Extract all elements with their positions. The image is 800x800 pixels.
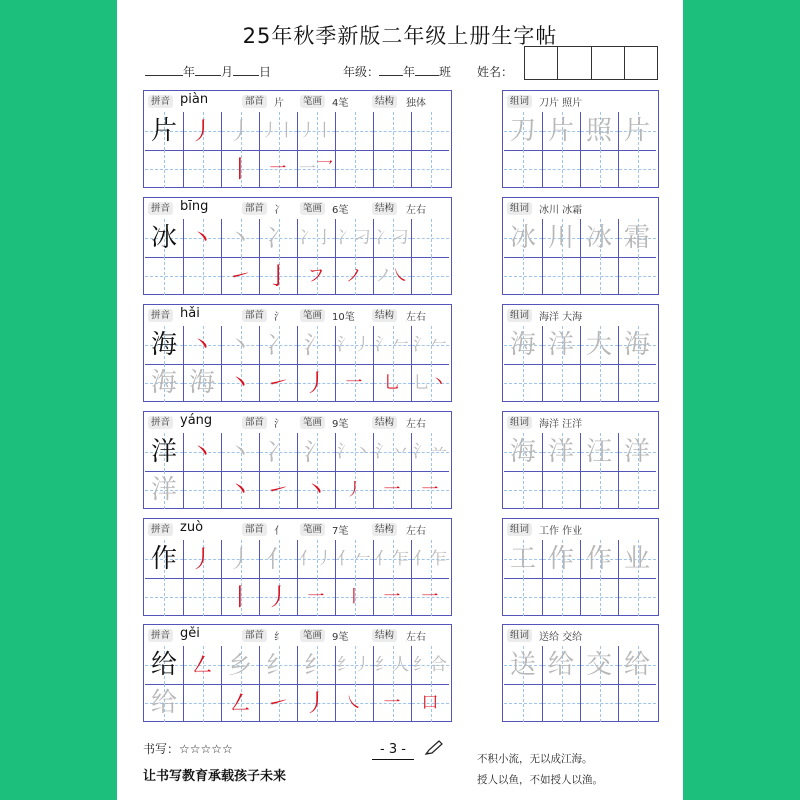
stroke-new: ㇏	[392, 266, 409, 286]
stroke-new: ㇜	[190, 651, 214, 679]
words-tag: 组词	[507, 202, 532, 215]
stroke-new: ㇀	[266, 689, 290, 717]
word-card-header	[503, 412, 658, 432]
word-trace-character: 海	[623, 330, 650, 360]
stroke-step	[411, 540, 449, 607]
word-card-header	[503, 305, 658, 325]
stroke-step	[373, 646, 411, 713]
word-card	[502, 304, 659, 402]
stroke-step	[183, 219, 221, 257]
word-trace-character: 交	[585, 650, 612, 680]
words-tag: 组词	[507, 309, 532, 322]
grid-cell[interactable]	[542, 471, 580, 509]
stroke-new: 丨	[228, 155, 252, 183]
words-tag: 组词	[507, 523, 532, 536]
word-card-header	[503, 198, 658, 218]
stroke-prev: 亻乍	[413, 549, 447, 569]
word-trace-character: 冰	[509, 223, 536, 253]
stroke-prev: 氵丶	[337, 442, 371, 462]
grid-cell[interactable]	[183, 150, 221, 188]
stroke-new: 丿	[190, 545, 214, 573]
strokes-tag: 笔画	[300, 523, 325, 536]
stroke-step	[411, 433, 449, 500]
slogan: 让书写教育承载孩子未来	[143, 769, 287, 784]
stroke-prev: 氵𠂉乚	[413, 335, 447, 393]
stroke-prev: 纟	[266, 651, 290, 679]
word-trace-character: 给	[547, 650, 574, 680]
radical-value: 片	[274, 98, 284, 109]
stroke-new: 丨	[228, 583, 252, 611]
words-value: 海洋 汪洋	[539, 419, 583, 430]
strokes-value: 9笔	[332, 632, 349, 643]
grade-label: 年级：	[343, 65, 380, 79]
grid-cell[interactable]	[183, 471, 221, 509]
grid-cell[interactable]	[618, 684, 656, 722]
stroke-new: 丶	[190, 438, 214, 466]
date-year-label: 年	[183, 65, 196, 79]
radical-tag: 部首	[242, 523, 267, 536]
proverb-2: 授人以鱼，不如授人以渔。	[477, 774, 603, 786]
word-trace-character: 海	[509, 330, 536, 360]
stroke-new: 丨	[345, 587, 363, 607]
card-header	[144, 198, 451, 218]
grid-cell[interactable]	[504, 471, 542, 509]
main-character: 洋	[150, 437, 177, 467]
stroke-new: 丶	[190, 331, 214, 359]
date-day-label: 日	[259, 65, 272, 79]
stroke-prev: 丶	[228, 331, 252, 359]
strokes-tag: 笔画	[300, 202, 325, 215]
stroke-new: 口	[421, 693, 439, 713]
stroke-step	[221, 646, 259, 717]
radical-tag: 部首	[242, 416, 267, 429]
pinyin-value: hǎi	[180, 306, 200, 321]
stroke-prev: 丶	[228, 438, 252, 466]
stroke-step	[221, 112, 259, 183]
stroke-step	[297, 540, 335, 607]
grid-cell[interactable]	[542, 684, 580, 722]
grade-line	[343, 63, 451, 80]
radical-value: 亻	[274, 526, 284, 537]
word-trace-character: 海	[509, 437, 536, 467]
words-tag: 组词	[507, 95, 532, 108]
grid-cell[interactable]	[504, 257, 542, 295]
stroke-prev: 氵	[304, 331, 328, 359]
word-card	[502, 197, 659, 295]
pinyin-tag: 拼音	[148, 629, 173, 642]
word-card	[502, 518, 659, 616]
stroke-prev: 冫	[266, 331, 290, 359]
stroke-prev: 冫	[266, 438, 290, 466]
stroke-new: 一	[383, 480, 401, 500]
grid-cell[interactable]	[580, 364, 618, 402]
stroke-step	[221, 219, 259, 290]
stroke-new: 一	[383, 693, 401, 713]
stroke-new: 乛	[316, 159, 333, 179]
stroke-new: フ	[307, 266, 325, 286]
stroke-prev: 丿	[228, 117, 252, 145]
structure-tag: 结构	[372, 416, 397, 429]
pinyin-tag: 拼音	[148, 95, 173, 108]
stroke-step	[221, 540, 259, 611]
word-trace-character: 洋	[547, 330, 574, 360]
card-header	[144, 91, 451, 111]
grid-cell[interactable]	[542, 578, 580, 616]
character-card	[143, 197, 452, 295]
grid-cell[interactable]	[542, 150, 580, 188]
grid-cell[interactable]	[542, 257, 580, 295]
practice-sheet	[117, 0, 683, 800]
structure-value: 左右	[406, 419, 426, 430]
strokes-tag: 笔画	[300, 629, 325, 642]
stroke-step	[183, 646, 221, 684]
strokes-value: 4笔	[332, 98, 349, 109]
stroke-new: 丿	[304, 369, 328, 397]
stroke-new: 丶	[430, 373, 447, 393]
pinyin-tag: 拼音	[148, 202, 173, 215]
main-character: 作	[150, 544, 177, 574]
stroke-prev: 丿丨一	[299, 121, 333, 179]
class-blank	[415, 64, 439, 76]
structure-tag: 结构	[372, 629, 397, 642]
class-label: 班	[439, 65, 452, 79]
stroke-step	[373, 219, 411, 286]
grid-cell[interactable]	[411, 112, 449, 150]
word-trace-character: 霜	[623, 223, 650, 253]
strokes-value: 6笔	[332, 205, 349, 216]
stroke-step	[259, 112, 297, 179]
stroke-new: ㇀	[266, 369, 290, 397]
word-trace-character: 送	[509, 650, 536, 680]
stroke-prev: 冫	[266, 224, 290, 252]
stroke-new: ㇜	[228, 689, 252, 717]
grid-cell[interactable]	[504, 578, 542, 616]
structure-value: 左右	[406, 205, 426, 216]
grid-cell[interactable]	[335, 112, 373, 150]
trace-character: 给	[150, 688, 177, 718]
grid-cell[interactable]	[373, 150, 411, 188]
main-character: 冰	[150, 223, 177, 253]
radical-tag: 部首	[242, 202, 267, 215]
card-header	[144, 305, 451, 325]
grid-cell[interactable]	[580, 578, 618, 616]
grid-cell[interactable]	[145, 257, 183, 295]
radical-tag: 部首	[242, 95, 267, 108]
stroke-prev: 纟人	[375, 655, 409, 675]
card-header	[144, 412, 451, 432]
strokes-tag: 笔画	[300, 95, 325, 108]
stroke-new: 一	[421, 480, 439, 500]
stroke-step	[221, 433, 259, 504]
stroke-new: 一	[383, 587, 401, 607]
stroke-prev: 丶	[228, 224, 252, 252]
year-blank	[145, 64, 183, 76]
grid-cell[interactable]	[411, 150, 449, 188]
stroke-new: 一	[345, 373, 363, 393]
words-tag: 组词	[507, 416, 532, 429]
stroke-step	[373, 326, 411, 393]
stroke-step	[297, 646, 335, 717]
stroke-prev: 氵丷	[375, 442, 409, 462]
stroke-new: ㇀	[228, 262, 252, 290]
word-card	[502, 624, 659, 722]
word-trace-character: 川	[547, 223, 574, 253]
radical-value: 氵	[274, 419, 284, 430]
structure-value: 独体	[406, 98, 426, 109]
stroke-new: 乚	[383, 373, 401, 393]
structure-tag: 结构	[372, 202, 397, 215]
stroke-step	[335, 646, 373, 713]
strokes-value: 7笔	[332, 526, 349, 537]
word-trace-character: 作	[547, 544, 574, 574]
pinyin-tag: 拼音	[148, 416, 173, 429]
trace-character: 洋	[150, 475, 177, 505]
stroke-step	[373, 540, 411, 607]
stroke-new: ㇀	[266, 476, 290, 504]
pinyin-value: gěi	[180, 626, 200, 641]
writing-rating: 书写：☆☆☆☆☆	[143, 742, 233, 756]
grid-cell[interactable]	[542, 364, 580, 402]
stroke-step	[335, 433, 373, 500]
word-trace-character: 汪	[585, 437, 612, 467]
strokes-value: 9笔	[332, 419, 349, 430]
stroke-new: ㇏	[345, 693, 363, 713]
words-value: 送给 交给	[539, 632, 583, 643]
word-trace-character: 工	[509, 544, 536, 574]
stroke-step	[335, 326, 373, 393]
word-trace-character: 照	[585, 116, 612, 146]
stroke-step	[411, 326, 449, 393]
stroke-prev: 亻丿	[299, 549, 333, 569]
grid-cell[interactable]	[183, 257, 221, 295]
structure-tag: 结构	[372, 95, 397, 108]
grid-cell[interactable]	[411, 219, 449, 257]
stroke-step	[297, 112, 335, 179]
card-header	[144, 519, 451, 539]
grid-cell[interactable]	[580, 150, 618, 188]
stroke-prev: 氵𠂉	[375, 335, 409, 355]
stroke-new: 丶	[228, 369, 252, 397]
word-card-header	[503, 625, 658, 645]
grid-cell[interactable]	[411, 257, 449, 295]
stroke-new: 丶	[228, 476, 252, 504]
word-trace-character: 冰	[585, 223, 612, 253]
month-blank	[195, 64, 221, 76]
strokes-tag: 笔画	[300, 309, 325, 322]
stroke-new: 丿	[345, 480, 363, 500]
card-header	[144, 625, 451, 645]
radical-tag: 部首	[242, 309, 267, 322]
grid-cell[interactable]	[183, 684, 221, 722]
grid-cell[interactable]	[504, 684, 542, 722]
grid-cell[interactable]	[618, 364, 656, 402]
grid-cell[interactable]	[145, 150, 183, 188]
structure-value: 左右	[406, 312, 426, 323]
word-trace-character: 作	[585, 544, 612, 574]
grid-cell[interactable]	[618, 471, 656, 509]
date-line	[145, 63, 271, 80]
grid-cell[interactable]	[580, 684, 618, 722]
grade-year-label: 年	[403, 65, 416, 79]
grid-cell[interactable]	[373, 112, 411, 150]
structure-tag: 结构	[372, 309, 397, 322]
word-card	[502, 411, 659, 509]
word-trace-character: 给	[623, 650, 650, 680]
stroke-prev: 冫亅	[299, 228, 333, 248]
stroke-prev: 丿	[228, 545, 252, 573]
stroke-step	[335, 219, 373, 286]
stroke-prev: 冫刁ノ	[375, 228, 409, 286]
stroke-step	[297, 219, 335, 286]
stroke-step	[183, 540, 221, 578]
stroke-new: 一	[269, 159, 287, 179]
pinyin-value: zuò	[180, 520, 204, 535]
pinyin-value: piàn	[180, 92, 209, 107]
stroke-prev: 亻	[266, 545, 290, 573]
structure-value: 左右	[406, 632, 426, 643]
stroke-new: 丿	[190, 117, 214, 145]
stroke-step	[259, 646, 297, 717]
trace-character: 海	[188, 368, 215, 398]
stroke-step	[259, 326, 297, 397]
words-value: 刀片 照片	[539, 98, 583, 109]
stroke-step	[373, 433, 411, 500]
word-card-header	[503, 519, 658, 539]
name-label: 姓名：	[477, 65, 514, 79]
stroke-prev: 乡	[228, 651, 252, 679]
stroke-step	[183, 433, 221, 471]
stroke-new: 丶	[304, 476, 328, 504]
stroke-prev: 亻乍	[375, 549, 409, 569]
radical-value: 氵	[274, 312, 284, 323]
date-month-label: 月	[221, 65, 234, 79]
word-trace-character: 片	[623, 116, 650, 146]
stroke-prev: 纟	[304, 651, 328, 679]
stroke-step	[297, 433, 335, 504]
pinyin-value: yáng	[180, 413, 213, 428]
grid-cell[interactable]	[580, 257, 618, 295]
stroke-new: ノ	[345, 266, 363, 286]
stroke-prev: 冫刁	[337, 228, 371, 248]
words-tag: 组词	[507, 629, 532, 642]
stroke-prev: 氵丿	[337, 335, 371, 355]
strokes-value: 10笔	[332, 312, 355, 323]
stroke-step	[411, 646, 449, 713]
character-card	[143, 624, 452, 722]
word-card	[502, 90, 659, 188]
grid-cell[interactable]	[618, 257, 656, 295]
grid-cell[interactable]	[618, 578, 656, 616]
word-trace-character: 洋	[547, 437, 574, 467]
character-card	[143, 90, 452, 188]
word-card-header	[503, 91, 658, 111]
word-trace-character: 洋	[623, 437, 650, 467]
stroke-prev: 亻𠂉	[337, 549, 371, 569]
stroke-step	[259, 540, 297, 611]
word-trace-character: 大	[585, 330, 612, 360]
stroke-new: 丶	[190, 224, 214, 252]
character-card	[143, 304, 452, 402]
main-character: 给	[150, 650, 177, 680]
name-boxes	[524, 46, 658, 80]
trace-character: 海	[150, 368, 177, 398]
words-value: 海洋 大海	[539, 312, 583, 323]
stroke-prev: 氵	[304, 438, 328, 466]
grid-cell[interactable]	[335, 150, 373, 188]
grade-blank	[379, 64, 403, 76]
stroke-step	[183, 112, 221, 150]
stroke-prev: 纟合	[413, 655, 447, 675]
stroke-new: 亅	[266, 262, 290, 290]
stroke-step	[259, 219, 297, 290]
stroke-new: 一	[421, 587, 439, 607]
word-trace-character: 片	[547, 116, 574, 146]
grid-cell[interactable]	[504, 150, 542, 188]
stroke-new: 丿	[304, 689, 328, 717]
page-title: 25年秋季新版二年级上册生字帖	[242, 24, 558, 48]
stroke-step	[297, 326, 335, 397]
stroke-step	[183, 326, 221, 364]
radical-value: 冫	[274, 205, 284, 216]
grid-cell[interactable]	[618, 150, 656, 188]
proverb-1: 不积小流，无以成江海。	[477, 753, 593, 765]
words-value: 工作 作业	[539, 526, 583, 537]
pinyin-tag: 拼音	[148, 309, 173, 322]
pinyin-tag: 拼音	[148, 523, 173, 536]
stroke-step	[221, 326, 259, 397]
stroke-prev: 氵䒑	[413, 442, 447, 462]
page-number: - 3 -	[372, 742, 414, 760]
grid-cell[interactable]	[145, 578, 183, 616]
word-trace-character: 刀	[509, 116, 536, 146]
structure-tag: 结构	[372, 523, 397, 536]
stroke-prev: 纟丿	[337, 655, 371, 675]
main-character: 片	[150, 116, 177, 146]
pinyin-value: bīng	[180, 199, 209, 214]
stroke-prev: 丿丨	[261, 121, 295, 141]
strokes-tag: 笔画	[300, 416, 325, 429]
stroke-new: 丿	[266, 583, 290, 611]
stroke-step	[259, 433, 297, 504]
grid-cell[interactable]	[504, 364, 542, 402]
radical-value: 纟	[274, 632, 284, 643]
main-character: 海	[150, 330, 177, 360]
word-trace-character: 业	[623, 544, 650, 574]
stroke-step	[335, 540, 373, 607]
grid-cell[interactable]	[580, 471, 618, 509]
stroke-new: 一	[307, 587, 325, 607]
day-blank	[233, 64, 259, 76]
grid-cell[interactable]	[183, 578, 221, 616]
character-card	[143, 518, 452, 616]
character-card	[143, 411, 452, 509]
structure-value: 左右	[406, 526, 426, 537]
pen-icon	[424, 740, 444, 756]
radical-tag: 部首	[242, 629, 267, 642]
words-value: 冰川 冰霜	[539, 205, 583, 216]
